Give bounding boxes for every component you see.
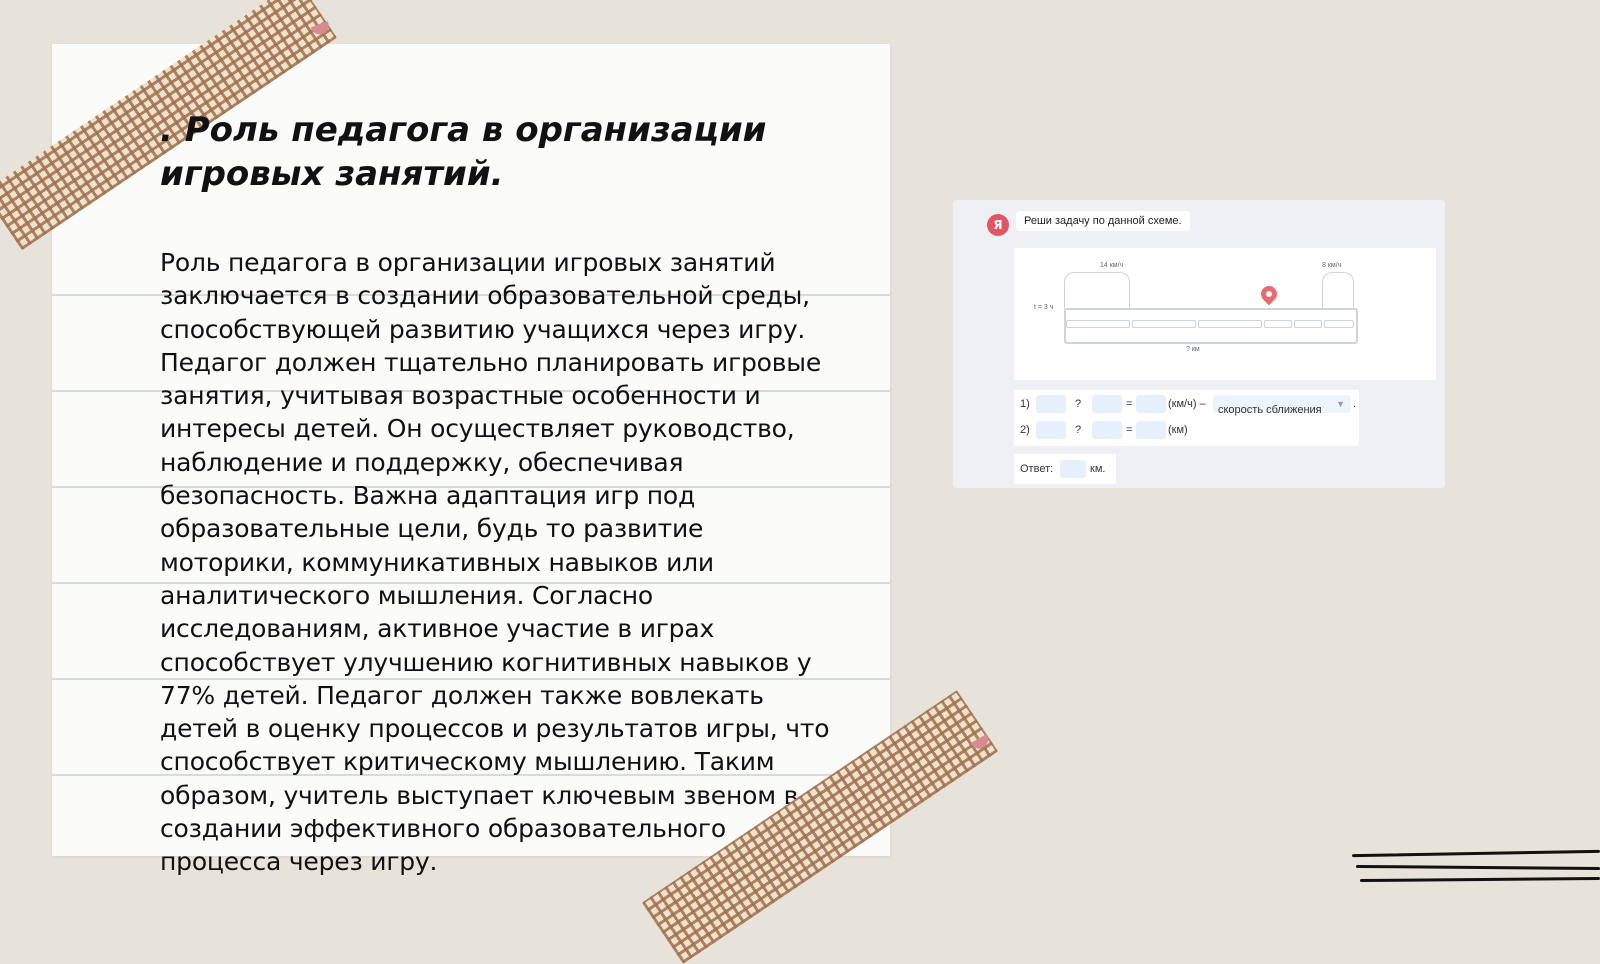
answer-unit: км. [1090, 463, 1106, 475]
time-label: t = 3 ч [1034, 304, 1054, 311]
quantity-select[interactable] [1213, 395, 1351, 416]
slide-title: . Роль педагога в организации игровых занятий. [160, 110, 767, 194]
arc [1064, 272, 1130, 309]
row-number: 2) [1020, 424, 1030, 436]
arc [1322, 272, 1354, 309]
result-input[interactable] [1136, 421, 1166, 439]
unit-label: (км) [1168, 424, 1188, 436]
chevron-down-icon: ▼ [1336, 399, 1345, 409]
speed-left-label: 14 км/ч [1100, 262, 1124, 269]
equals-sign: = [1126, 424, 1133, 436]
quantity-select-value: скорость сближения [1218, 404, 1322, 416]
road-segment [1132, 320, 1196, 328]
equals-sign: = [1126, 398, 1133, 410]
scribble-line [1360, 877, 1600, 882]
road-segment [1324, 320, 1354, 328]
operator-slot[interactable]: ? [1075, 424, 1082, 436]
number-input[interactable] [1092, 395, 1122, 413]
number-input[interactable] [1092, 421, 1122, 439]
road-segment [1198, 320, 1262, 328]
scribble-line [1352, 850, 1600, 857]
speed-right-label: 8 км/ч [1322, 262, 1342, 269]
number-input[interactable] [1036, 395, 1066, 413]
operator-slot[interactable]: ? [1075, 398, 1082, 410]
road-segment [1294, 320, 1322, 328]
meeting-point-pin-icon [1258, 283, 1281, 306]
distance-label: ? км [1186, 346, 1200, 353]
motion-scheme [1014, 248, 1436, 380]
equation-panel [1014, 390, 1359, 446]
road-segment [1264, 320, 1292, 328]
task-prompt: Реши задачу по данной схеме. [1016, 211, 1190, 231]
unit-label: (км/ч) – [1168, 398, 1206, 410]
scribble-line [1356, 865, 1600, 870]
row-number: 1) [1020, 398, 1030, 410]
slide-body: Роль педагога в организации игровых занятий заключается в создании образовательной среды, способствующей развитию учащихся через игру. Педагог должен тщательно планировать игровые занятия, учитывая возрастные особенности и интересы детей. Он осуществляет руководство, наблюдение и поддержку, обеспечивая безопасность. Важна адаптация игр под образовательные цели, будь то развитие моторики, коммуникативных навыков или аналитического мышления. Согласно исследованиям, активное участие в играх способствует улучшению когнитивных навыков у 77% детей. Педагог должен также вовлекать детей в оценку процессов и результатов игры, что способствует критическому мышлению. Таким образом, учитель выступает ключевым звеном в создании эффективного образовательного процесса через игру. [160, 248, 830, 877]
road-segment [1066, 320, 1130, 328]
equation-row [1014, 418, 1359, 442]
equation-row [1014, 392, 1359, 416]
answer-panel [1014, 454, 1116, 484]
row-end: . [1353, 398, 1357, 410]
yandex-logo-icon: Я [987, 214, 1009, 236]
task-screenshot [953, 200, 1445, 488]
number-input[interactable] [1036, 421, 1066, 439]
answer-input[interactable] [1060, 460, 1086, 478]
answer-label: Ответ: [1020, 463, 1054, 475]
result-input[interactable] [1136, 395, 1166, 413]
